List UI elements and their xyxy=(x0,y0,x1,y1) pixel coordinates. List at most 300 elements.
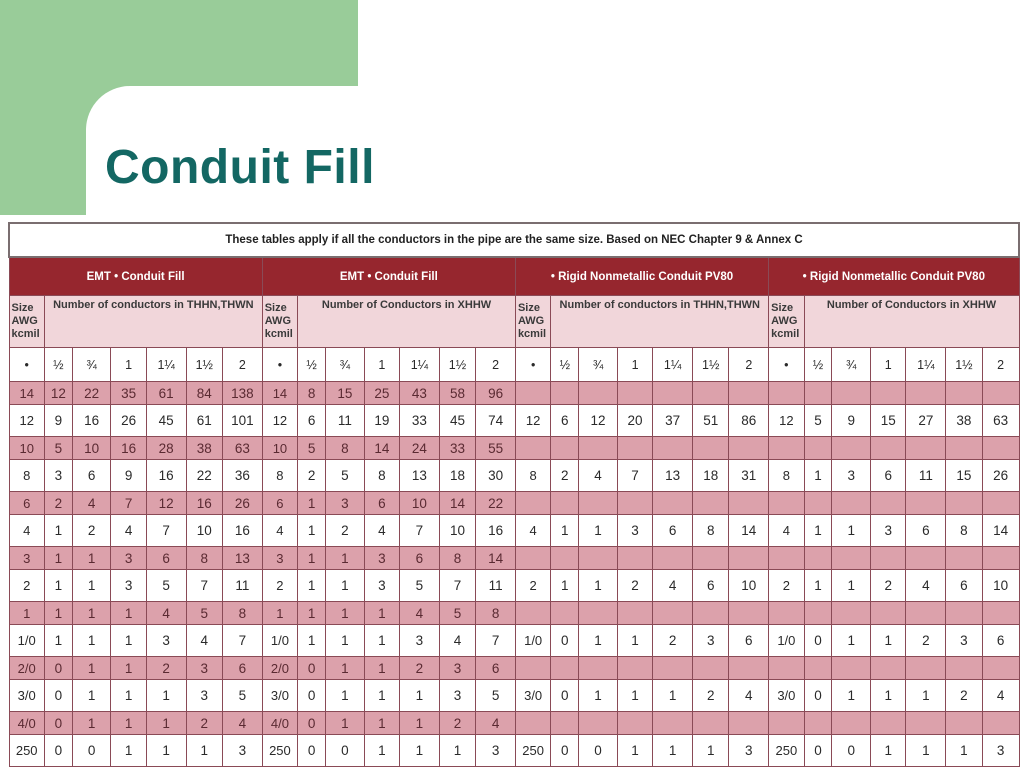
fill-count-cell: 13 xyxy=(223,547,263,570)
fill-count-cell: 1 xyxy=(111,657,146,680)
fill-count-cell xyxy=(653,382,693,405)
conduit-size-cell: 1½ xyxy=(439,348,475,382)
fill-count-cell xyxy=(729,492,769,515)
conduit-size-cell: 1 xyxy=(111,348,146,382)
group-header-1: EMT • Conduit Fill xyxy=(9,257,262,296)
fill-count-cell xyxy=(946,437,982,460)
conduit-size-cell: ½ xyxy=(804,348,832,382)
wire-size-cell: 3 xyxy=(262,547,297,570)
fill-count-cell: 1 xyxy=(804,460,832,492)
fill-count-cell: 61 xyxy=(146,382,186,405)
wire-size-cell: 8 xyxy=(262,460,297,492)
fill-count-cell xyxy=(653,657,693,680)
wire-size-cell xyxy=(515,657,550,680)
wire-size-cell: 4 xyxy=(262,515,297,547)
wire-size-cell: 10 xyxy=(9,437,44,460)
size-header-1: Size AWG kcmil xyxy=(9,296,44,348)
fill-count-cell: 0 xyxy=(804,625,832,657)
fill-count-cell xyxy=(946,602,982,625)
fill-count-cell: 6 xyxy=(146,547,186,570)
fill-count-cell: 1 xyxy=(298,625,326,657)
fill-count-cell: 16 xyxy=(186,492,222,515)
conduit-fill-table xyxy=(8,222,1020,767)
fill-count-cell: 6 xyxy=(400,547,440,570)
fill-count-cell xyxy=(692,547,728,570)
fill-count-cell: 7 xyxy=(476,625,516,657)
fill-count-cell: 1 xyxy=(111,602,146,625)
wire-size-cell: 3/0 xyxy=(769,680,804,712)
fill-count-cell xyxy=(692,382,728,405)
fill-count-cell xyxy=(692,437,728,460)
fill-count-cell: 3 xyxy=(364,570,399,602)
fill-count-cell xyxy=(906,437,946,460)
fill-count-cell: 5 xyxy=(400,570,440,602)
fill-count-cell: 5 xyxy=(298,437,326,460)
wire-size-cell: 1/0 xyxy=(769,625,804,657)
fill-count-cell xyxy=(946,657,982,680)
fill-count-cell: 3 xyxy=(439,657,475,680)
fill-count-cell: 4 xyxy=(982,680,1019,712)
fill-count-cell: 22 xyxy=(72,382,111,405)
fill-count-cell: 0 xyxy=(804,680,832,712)
conduit-size-cell: 1 xyxy=(364,348,399,382)
fill-count-cell xyxy=(832,547,871,570)
conduit-size-cell: 1½ xyxy=(186,348,222,382)
size-header-2: Size AWG kcmil xyxy=(262,296,297,348)
fill-count-cell xyxy=(906,657,946,680)
fill-count-cell: 16 xyxy=(146,460,186,492)
fill-count-cell: 1 xyxy=(439,735,475,767)
fill-count-cell: 0 xyxy=(804,735,832,767)
fill-count-cell: 1 xyxy=(298,492,326,515)
fill-count-cell: 4 xyxy=(653,570,693,602)
wire-size-cell xyxy=(515,382,550,405)
fill-count-cell: 1 xyxy=(906,680,946,712)
fill-count-cell: 12 xyxy=(44,382,72,405)
fill-count-cell: 7 xyxy=(146,515,186,547)
fill-count-cell xyxy=(871,382,906,405)
conduit-size-cell: ½ xyxy=(298,348,326,382)
fill-count-cell: 12 xyxy=(146,492,186,515)
fill-count-cell: 58 xyxy=(439,382,475,405)
size-marker-cell: • xyxy=(9,348,44,382)
fill-count-cell: 1 xyxy=(364,602,399,625)
fill-count-cell xyxy=(906,547,946,570)
fill-count-cell: 6 xyxy=(692,570,728,602)
fill-count-cell: 2 xyxy=(946,680,982,712)
fill-count-cell: 1 xyxy=(946,735,982,767)
wire-size-cell: 14 xyxy=(262,382,297,405)
conduit-size-cell: ¾ xyxy=(72,348,111,382)
conductor-header-3: Number of conductors in THHN,THWN xyxy=(551,296,769,348)
wire-size-cell: 4 xyxy=(769,515,804,547)
fill-count-cell: 22 xyxy=(476,492,516,515)
fill-count-cell: 11 xyxy=(476,570,516,602)
fill-count-cell: 1 xyxy=(326,570,365,602)
fill-count-cell xyxy=(946,382,982,405)
wire-size-cell: 2 xyxy=(515,570,550,602)
fill-count-cell: 1 xyxy=(579,570,618,602)
fill-count-cell: 3 xyxy=(146,625,186,657)
wire-size-cell: 1 xyxy=(262,602,297,625)
fill-count-cell: 4 xyxy=(111,515,146,547)
fill-count-cell: 10 xyxy=(439,515,475,547)
group-header-2: EMT • Conduit Fill xyxy=(262,257,515,296)
fill-count-cell: 24 xyxy=(400,437,440,460)
fill-count-cell xyxy=(551,382,579,405)
fill-count-cell xyxy=(906,602,946,625)
fill-count-cell: 11 xyxy=(906,460,946,492)
fill-count-cell: 0 xyxy=(551,680,579,712)
fill-count-cell: 4 xyxy=(223,712,263,735)
conduit-size-cell: ¾ xyxy=(832,348,871,382)
fill-count-cell xyxy=(729,602,769,625)
wire-size-cell: 2 xyxy=(262,570,297,602)
fill-count-cell: 14 xyxy=(364,437,399,460)
fill-count-cell: 5 xyxy=(186,602,222,625)
fill-count-cell: 84 xyxy=(186,382,222,405)
wire-size-cell: 8 xyxy=(769,460,804,492)
fill-count-cell: 3 xyxy=(946,625,982,657)
wire-size-cell: 8 xyxy=(9,460,44,492)
fill-count-cell: 1 xyxy=(400,735,440,767)
table-row xyxy=(9,657,1019,680)
fill-count-cell: 1 xyxy=(326,680,365,712)
conduit-size-row xyxy=(9,348,1019,382)
fill-count-cell xyxy=(617,382,652,405)
fill-count-cell: 3 xyxy=(692,625,728,657)
fill-count-cell: 1 xyxy=(617,625,652,657)
fill-count-cell: 13 xyxy=(653,460,693,492)
fill-count-cell: 5 xyxy=(44,437,72,460)
fill-count-cell xyxy=(617,657,652,680)
fill-count-cell: 1 xyxy=(832,515,871,547)
fill-count-cell: 1 xyxy=(298,515,326,547)
wire-size-cell: 3 xyxy=(9,547,44,570)
fill-count-cell: 63 xyxy=(223,437,263,460)
fill-count-cell: 1 xyxy=(72,657,111,680)
conduit-size-cell: ¾ xyxy=(326,348,365,382)
fill-count-cell xyxy=(692,492,728,515)
conduit-size-cell: 1¼ xyxy=(400,348,440,382)
fill-count-cell: 3 xyxy=(476,735,516,767)
fill-count-cell: 38 xyxy=(946,405,982,437)
fill-count-cell xyxy=(832,712,871,735)
fill-count-cell: 0 xyxy=(298,657,326,680)
fill-count-cell: 7 xyxy=(400,515,440,547)
conductor-header-4: Number of Conductors in XHHW xyxy=(804,296,1019,348)
fill-count-cell xyxy=(551,712,579,735)
fill-count-cell xyxy=(832,382,871,405)
fill-count-cell: 3 xyxy=(186,680,222,712)
table-row xyxy=(9,492,1019,515)
fill-count-cell xyxy=(804,657,832,680)
fill-count-cell: 45 xyxy=(439,405,475,437)
fill-count-cell xyxy=(804,712,832,735)
wire-size-cell: 1 xyxy=(9,602,44,625)
fill-count-cell: 6 xyxy=(982,625,1019,657)
fill-count-cell: 1 xyxy=(44,602,72,625)
fill-count-cell: 1 xyxy=(364,680,399,712)
fill-count-cell xyxy=(617,437,652,460)
table-row xyxy=(9,602,1019,625)
fill-count-cell: 2 xyxy=(400,657,440,680)
fill-count-cell xyxy=(804,492,832,515)
fill-count-cell: 1 xyxy=(111,680,146,712)
fill-count-cell xyxy=(946,547,982,570)
fill-count-cell xyxy=(871,602,906,625)
fill-count-cell xyxy=(982,547,1019,570)
wire-size-cell: 4 xyxy=(9,515,44,547)
fill-count-cell: 31 xyxy=(729,460,769,492)
conduit-size-cell: 1 xyxy=(871,348,906,382)
fill-count-cell: 1 xyxy=(364,735,399,767)
fill-count-cell: 1 xyxy=(298,602,326,625)
fill-count-cell: 9 xyxy=(111,460,146,492)
wire-size-cell: 6 xyxy=(262,492,297,515)
size-header-4: Size AWG kcmil xyxy=(769,296,804,348)
fill-count-cell: 14 xyxy=(729,515,769,547)
fill-count-cell: 1 xyxy=(692,735,728,767)
conduit-size-cell: 1¼ xyxy=(146,348,186,382)
wire-size-cell: 3/0 xyxy=(262,680,297,712)
fill-count-cell: 1 xyxy=(832,625,871,657)
fill-count-cell: 3 xyxy=(364,547,399,570)
fill-count-cell xyxy=(579,382,618,405)
conduit-size-cell: ½ xyxy=(44,348,72,382)
fill-count-cell: 86 xyxy=(729,405,769,437)
fill-count-cell: 1 xyxy=(146,735,186,767)
fill-count-cell: 1 xyxy=(871,735,906,767)
fill-count-cell: 6 xyxy=(72,460,111,492)
table-note: These tables apply if all the conductors in the pipe are the same size. Based on NEC Chapter 9 & Annex C xyxy=(9,223,1019,257)
fill-count-cell: 2 xyxy=(692,680,728,712)
fill-count-cell: 1 xyxy=(72,712,111,735)
fill-count-cell: 6 xyxy=(729,625,769,657)
fill-count-cell: 0 xyxy=(298,735,326,767)
fill-count-cell: 0 xyxy=(44,735,72,767)
size-marker-cell: • xyxy=(769,348,804,382)
table-row xyxy=(9,382,1019,405)
fill-count-cell: 8 xyxy=(186,547,222,570)
fill-count-cell: 8 xyxy=(946,515,982,547)
size-header-3: Size AWG kcmil xyxy=(515,296,550,348)
fill-count-cell: 26 xyxy=(982,460,1019,492)
fill-count-cell xyxy=(982,657,1019,680)
table-row xyxy=(9,437,1019,460)
fill-count-cell: 8 xyxy=(223,602,263,625)
fill-count-cell xyxy=(579,657,618,680)
fill-count-cell xyxy=(617,602,652,625)
fill-count-cell: 11 xyxy=(326,405,365,437)
fill-count-cell: 1 xyxy=(44,547,72,570)
fill-count-cell: 4 xyxy=(186,625,222,657)
conductor-header-1: Number of conductors in THHN,THWN xyxy=(44,296,262,348)
conduit-size-cell: 2 xyxy=(476,348,516,382)
fill-count-cell: 26 xyxy=(111,405,146,437)
fill-count-cell: 10 xyxy=(72,437,111,460)
wire-size-cell: 6 xyxy=(9,492,44,515)
wire-size-cell xyxy=(769,437,804,460)
fill-count-cell xyxy=(906,382,946,405)
fill-count-cell: 7 xyxy=(111,492,146,515)
fill-count-cell: 3 xyxy=(400,625,440,657)
fill-count-cell: 2 xyxy=(906,625,946,657)
fill-count-cell xyxy=(551,547,579,570)
fill-count-cell xyxy=(692,712,728,735)
fill-count-cell: 4 xyxy=(364,515,399,547)
fill-count-cell xyxy=(906,492,946,515)
wire-size-cell: 250 xyxy=(9,735,44,767)
fill-count-cell: 101 xyxy=(223,405,263,437)
wire-size-cell xyxy=(769,547,804,570)
fill-count-cell: 3 xyxy=(982,735,1019,767)
fill-count-cell: 13 xyxy=(400,460,440,492)
fill-count-cell: 2 xyxy=(871,570,906,602)
fill-count-cell: 4 xyxy=(439,625,475,657)
fill-count-cell: 8 xyxy=(364,460,399,492)
fill-count-cell: 1 xyxy=(298,547,326,570)
fill-count-cell: 35 xyxy=(111,382,146,405)
fill-count-cell: 8 xyxy=(476,602,516,625)
fill-count-cell: 0 xyxy=(832,735,871,767)
fill-count-cell xyxy=(871,492,906,515)
fill-count-cell: 1 xyxy=(111,735,146,767)
fill-count-cell: 5 xyxy=(476,680,516,712)
fill-count-cell xyxy=(579,547,618,570)
conduit-size-cell: 1 xyxy=(617,348,652,382)
wire-size-cell xyxy=(515,437,550,460)
fill-count-cell: 15 xyxy=(326,382,365,405)
fill-count-cell: 18 xyxy=(692,460,728,492)
wire-size-cell: 4/0 xyxy=(9,712,44,735)
fill-count-cell: 3 xyxy=(44,460,72,492)
fill-count-cell: 10 xyxy=(982,570,1019,602)
fill-count-cell: 1 xyxy=(653,735,693,767)
fill-count-cell: 6 xyxy=(906,515,946,547)
wire-size-cell xyxy=(515,547,550,570)
fill-count-cell: 1 xyxy=(326,657,365,680)
fill-count-cell xyxy=(871,437,906,460)
wire-size-cell xyxy=(515,712,550,735)
wire-size-cell: 4 xyxy=(515,515,550,547)
conduit-size-cell: 1½ xyxy=(692,348,728,382)
fill-count-cell: 43 xyxy=(400,382,440,405)
fill-count-cell: 1 xyxy=(72,602,111,625)
fill-count-cell: 1 xyxy=(832,680,871,712)
fill-count-cell: 18 xyxy=(439,460,475,492)
wire-size-cell: 4/0 xyxy=(262,712,297,735)
fill-count-cell: 9 xyxy=(44,405,72,437)
fill-count-cell: 4 xyxy=(400,602,440,625)
fill-count-cell xyxy=(579,492,618,515)
fill-count-cell: 6 xyxy=(551,405,579,437)
fill-count-cell: 6 xyxy=(946,570,982,602)
conduit-size-cell: 1½ xyxy=(946,348,982,382)
wire-size-cell xyxy=(515,602,550,625)
table-row xyxy=(9,712,1019,735)
fill-count-cell: 1 xyxy=(326,712,365,735)
fill-count-cell xyxy=(832,657,871,680)
fill-count-cell: 6 xyxy=(298,405,326,437)
fill-count-cell xyxy=(617,547,652,570)
conduit-size-cell: 2 xyxy=(982,348,1019,382)
table-row xyxy=(9,460,1019,492)
fill-count-cell: 4 xyxy=(476,712,516,735)
fill-count-cell: 2 xyxy=(653,625,693,657)
fill-count-cell: 37 xyxy=(653,405,693,437)
fill-count-cell xyxy=(982,382,1019,405)
fill-count-cell: 5 xyxy=(439,602,475,625)
fill-count-cell xyxy=(871,547,906,570)
fill-count-cell xyxy=(653,712,693,735)
fill-count-cell: 6 xyxy=(364,492,399,515)
fill-count-cell: 6 xyxy=(653,515,693,547)
wire-size-cell: 3/0 xyxy=(515,680,550,712)
fill-count-cell: 4 xyxy=(579,460,618,492)
fill-count-cell: 1 xyxy=(400,712,440,735)
fill-count-cell: 19 xyxy=(364,405,399,437)
fill-count-cell: 16 xyxy=(111,437,146,460)
fill-count-cell: 1 xyxy=(44,515,72,547)
group-header-4: • Rigid Nonmetallic Conduit PV80 xyxy=(769,257,1019,296)
fill-count-cell: 3 xyxy=(223,735,263,767)
fill-count-cell: 1 xyxy=(804,570,832,602)
fill-count-cell xyxy=(982,712,1019,735)
fill-count-cell xyxy=(653,547,693,570)
fill-count-cell: 1 xyxy=(72,570,111,602)
fill-count-cell: 1 xyxy=(44,570,72,602)
fill-count-cell: 1 xyxy=(186,735,222,767)
wire-size-cell: 8 xyxy=(515,460,550,492)
table-note-row xyxy=(9,223,1019,257)
fill-count-cell: 5 xyxy=(223,680,263,712)
fill-count-cell xyxy=(551,657,579,680)
fill-count-cell: 1 xyxy=(804,515,832,547)
fill-count-cell xyxy=(653,437,693,460)
group-header-3: • Rigid Nonmetallic Conduit PV80 xyxy=(515,257,768,296)
fill-count-cell xyxy=(579,712,618,735)
fill-count-cell xyxy=(804,382,832,405)
wire-size-cell: 250 xyxy=(769,735,804,767)
fill-count-cell: 1 xyxy=(364,625,399,657)
wire-size-cell: 1/0 xyxy=(9,625,44,657)
fill-count-cell: 0 xyxy=(44,680,72,712)
fill-count-cell xyxy=(729,437,769,460)
fill-count-cell: 3 xyxy=(832,460,871,492)
fill-count-cell: 1 xyxy=(72,547,111,570)
wire-size-cell: 2 xyxy=(9,570,44,602)
fill-count-cell: 8 xyxy=(692,515,728,547)
fill-count-cell xyxy=(653,602,693,625)
wire-size-cell: 250 xyxy=(262,735,297,767)
fill-count-cell xyxy=(729,657,769,680)
fill-count-cell: 1 xyxy=(111,712,146,735)
fill-count-cell: 2 xyxy=(44,492,72,515)
conduit-size-cell: 2 xyxy=(223,348,263,382)
fill-count-cell: 3 xyxy=(326,492,365,515)
fill-count-cell: 8 xyxy=(298,382,326,405)
fill-count-cell: 51 xyxy=(692,405,728,437)
fill-count-cell: 3 xyxy=(871,515,906,547)
conduit-size-cell: 2 xyxy=(729,348,769,382)
table-row xyxy=(9,680,1019,712)
wire-size-cell: 14 xyxy=(9,382,44,405)
fill-count-cell: 6 xyxy=(476,657,516,680)
size-marker-cell: • xyxy=(262,348,297,382)
wire-size-cell xyxy=(769,492,804,515)
fill-count-cell: 33 xyxy=(439,437,475,460)
